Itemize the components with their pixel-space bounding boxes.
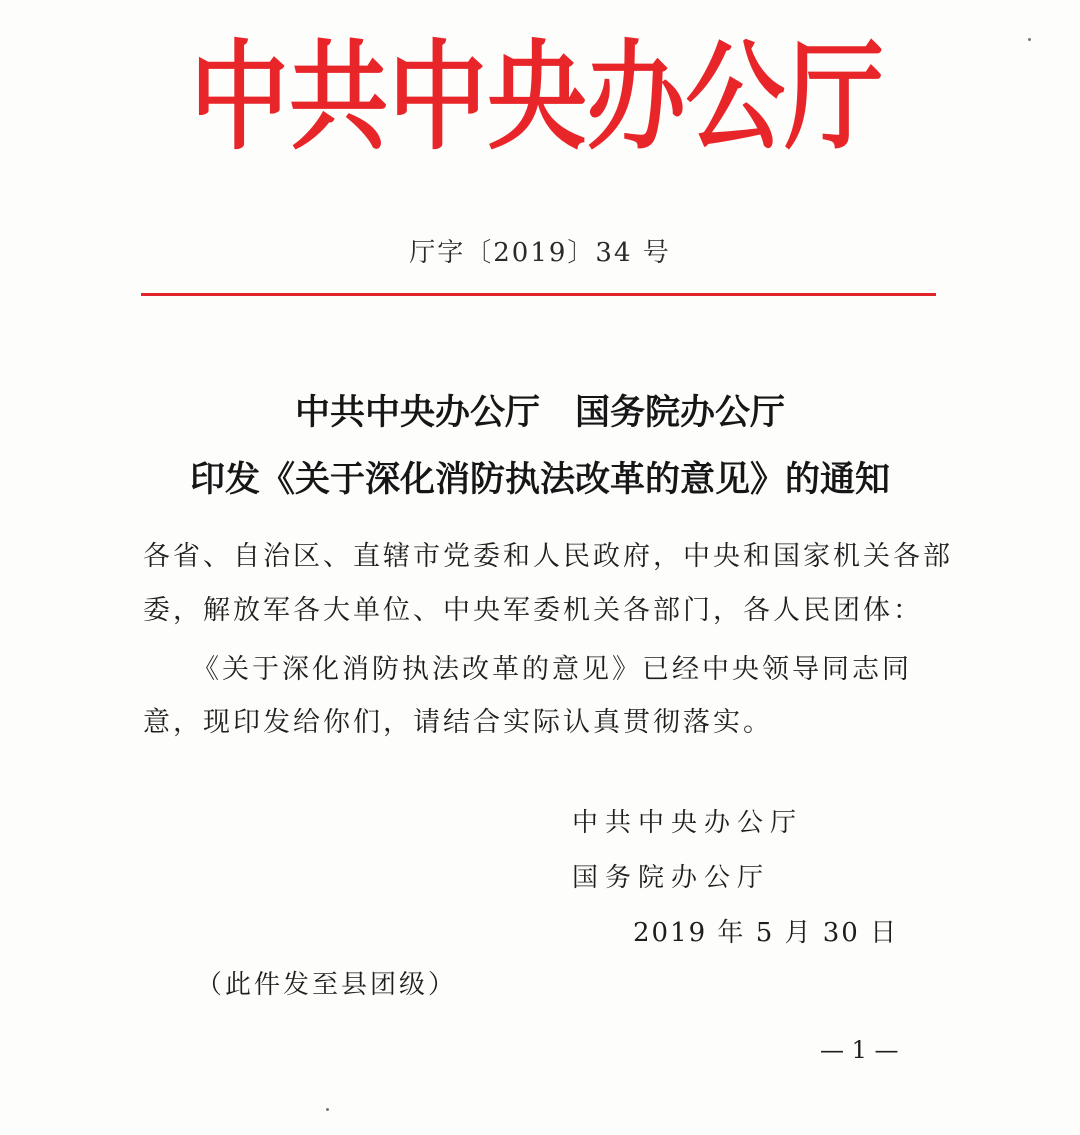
masthead-title: 中共中央办公厅 xyxy=(190,28,884,166)
document-number: 厅字〔2019〕34 号 xyxy=(409,238,671,268)
signatory-2: 国务院办公厅 xyxy=(572,863,771,893)
body-paragraph-line-1: 《关于深化消防执法改革的意见》已经中央领导同志同 xyxy=(192,654,912,685)
paper-speck xyxy=(1028,38,1031,41)
red-separator-line xyxy=(141,293,936,296)
issue-date: 2019 年 5 月 30 日 xyxy=(633,918,899,948)
paper-speck xyxy=(326,1108,329,1111)
addressee-line-1: 各省、自治区、直辖市党委和人民政府，中央和国家机关各部 xyxy=(143,541,953,572)
document-title-line-2: 印发《关于深化消防执法改革的意见》的通知 xyxy=(189,459,890,500)
addressee-line-2: 委，解放军各大单位、中央军委机关各部门，各人民团体： xyxy=(143,595,923,626)
distribution-note: （此件发至县团级） xyxy=(196,970,458,1000)
document-title-line-1: 中共中央办公厅 国务院办公厅 xyxy=(294,392,785,433)
body-paragraph-line-2: 意，现印发给你们，请结合实际认真贯彻落实。 xyxy=(143,707,773,738)
red-masthead xyxy=(190,22,884,172)
signatory-1: 中共中央办公厅 xyxy=(572,808,804,838)
page-number: — 1 — xyxy=(820,1036,899,1064)
